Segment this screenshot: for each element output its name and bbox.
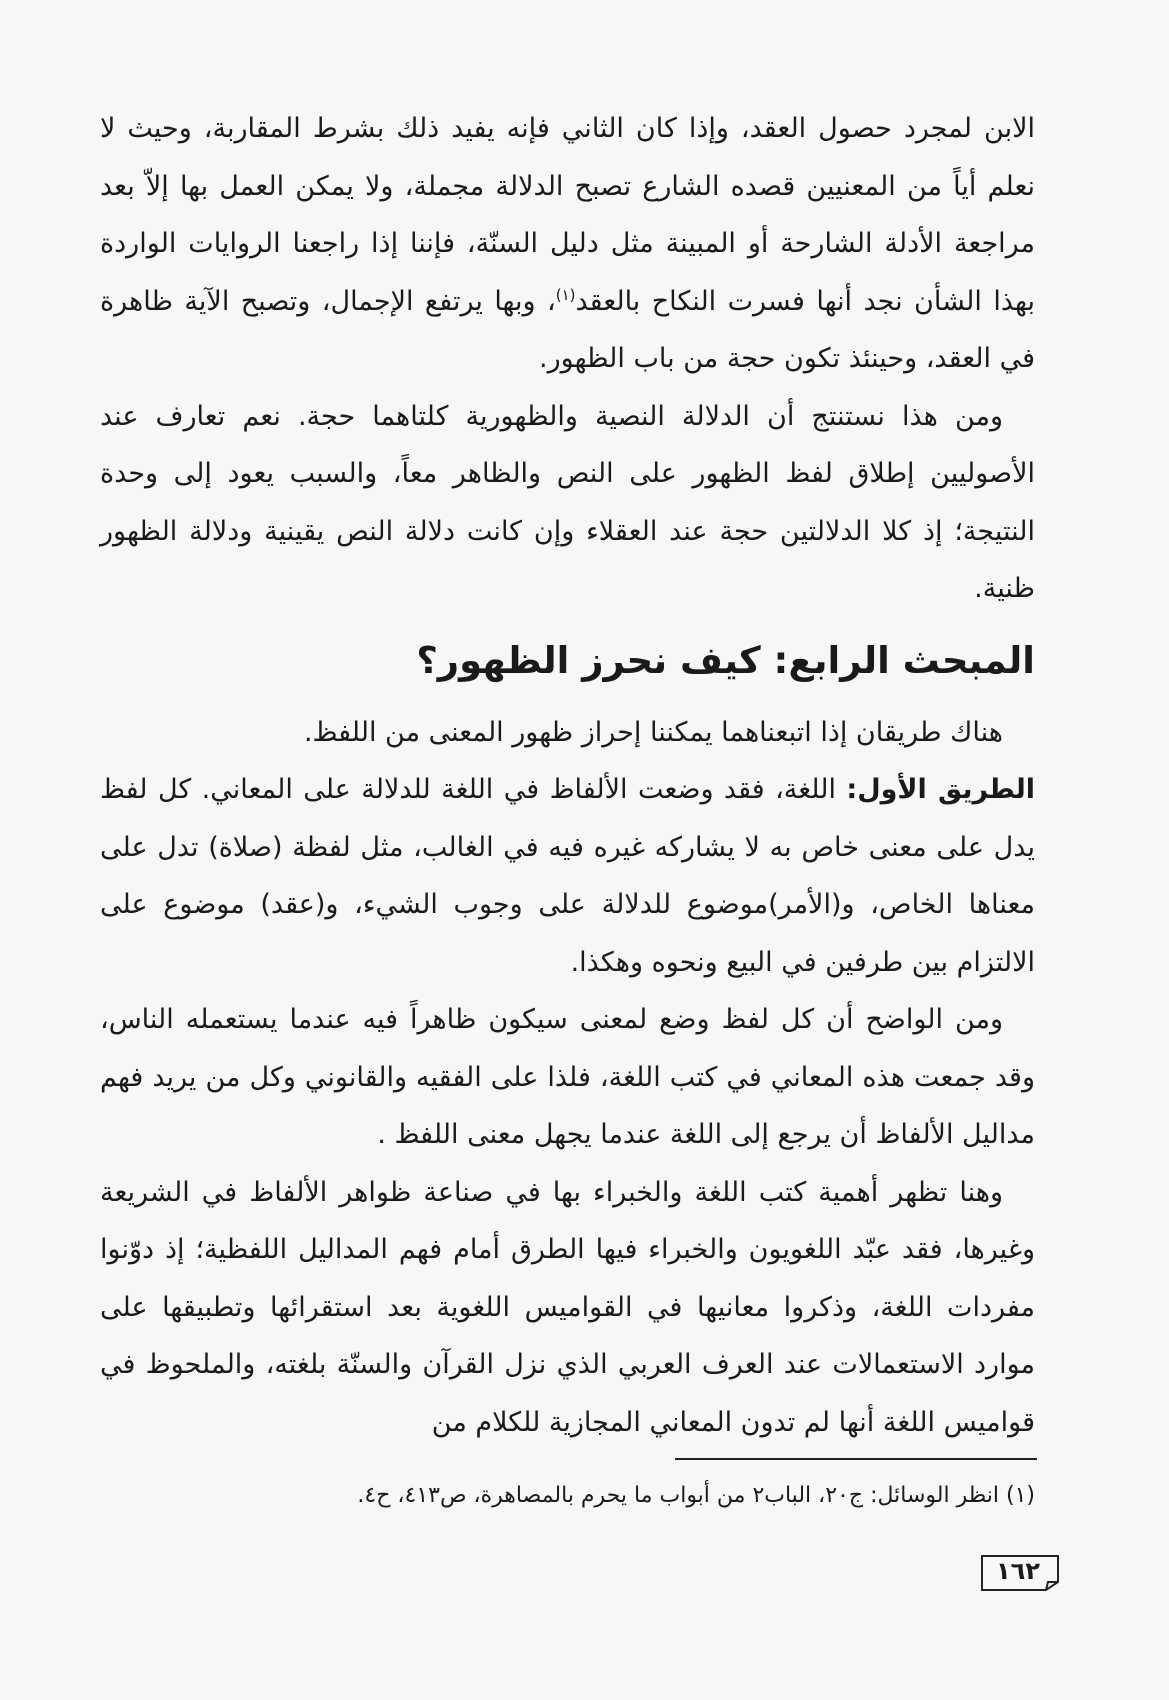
- paragraph-conclusion: ومن هذا نستنتج أن الدلالة النصية والظهورية كلتاهما حجة. نعم تعارف عند الأصوليين إطلاق لفظ الظهور على النص والظاهر معاً، والسبب يعود إلى وحدة النتيجة؛ إذ كلا الدلالتين حجة عند العقلاء وإن كانت دلالة النص يقينية ودلالة الظهور ظنية.: [100, 400, 1035, 604]
- paragraph-intro: هناك طريقان إذا اتبعناهما يمكننا إحراز ظهور المعنى من اللفظ.: [303, 716, 1003, 748]
- paragraph-text: ، وبها يرتفع الإجمال، وتصبح الآية ظاهرة في العقد، وحينئذ تكون حجة من باب الظهور.: [100, 285, 1035, 374]
- paragraph-text: الابن لمجرد حصول العقد، وإذا كان الثاني فإنه يفيد ذلك بشرط المقاربة، وحيث لا نعلم أياً من المعنيين قصده الشارع تصبح الدلالة مجملة، ولا يمكن العمل بها إلاّ بعد مراجعة الأدلة الشارحة أو المبينة مثل دليل السنّة، فإننا إذا راجعنا الروايات الواردة بهذا الشأن نجد أنها فسرت النكاح بالعقد: [100, 113, 1035, 317]
- paragraph-dictionary: ومن الواضح أن كل لفظ وضع لمعنى سيكون ظاهراً فيه عندما يستعمله الناس، وقد جمعت هذه المعاني في كتب اللغة، فلذا على الفقيه والقانوني وكل من يريد فهم مداليل الألفاظ أن يرجع إلى اللغة عندما يجهل معنى اللفظ .: [100, 1004, 1035, 1150]
- main-text: [100, 100, 1035, 1451]
- footnote: (١) انظر الوسائل: ج٢٠، الباب٢ من أبواب ما يحرم بالمصاهرة، ص٤١٣، ح٤.: [357, 1483, 1035, 1508]
- paragraph-continuation: [100, 100, 1035, 388]
- footnote-reference[interactable]: (١): [555, 285, 576, 304]
- first-way-label: الطريق الأول:: [846, 774, 1035, 805]
- paragraph-first-way: [100, 761, 1035, 991]
- page-number: ١٦٢: [996, 1557, 1040, 1585]
- paragraph-importance: وهنا تظهر أهمية كتب اللغة والخبراء بها في صناعة ظواهر الألفاظ في الشريعة وغيرها، فقد عبّد اللغويون والخبراء فيها الطرق أمام فهم المداليل اللفظية؛ إذ دوّنوا مفردات اللغة، وذكروا معانيها في القواميس اللغوية بعد استقرائها وتطبيقها على موارد الاستعمالات عند العرف العربي الذي نزل القرآن والسنّة بلغته، والملحوظ في قواميس اللغة أنها لم تدون المعاني المجازية للكلام من: [100, 1176, 1035, 1438]
- section-heading: المبحث الرابع: كيف نحرز الظهور؟: [416, 638, 1035, 682]
- paragraph-text: اللغة، فقد وضعت الألفاظ في اللغة للدلالة على المعاني. كل لفظ يدل على معنى خاص به لا يشاركه غيره فيه في الغالب، مثل لفظة (صلاة) تدل على معناها الخاص، و(الأمر)موضوع للدلالة على وجوب الشيء، و(عقد) موضوع على الالتزام بين طرفين في البيع ونحوه وهكذا.: [100, 774, 1035, 978]
- footnote-separator: [675, 1458, 1037, 1460]
- page-number-frame: [978, 1552, 1064, 1594]
